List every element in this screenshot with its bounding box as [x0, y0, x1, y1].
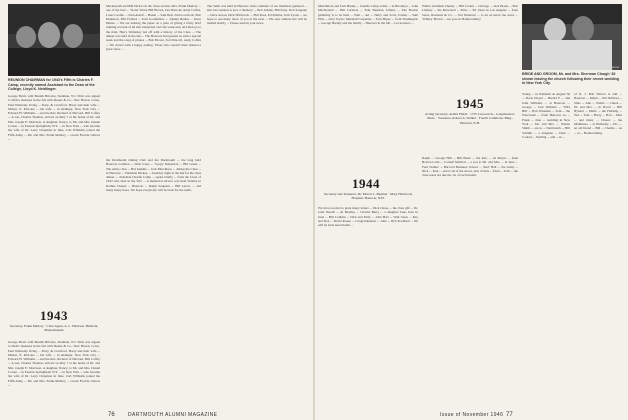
class-year-heading: 1943 [40, 308, 68, 323]
column-text: Mutchmore and Tom Hasley ... Charlie Camp writes ... in Brooklyn ... John MacDonald ... Phil Carleton ... Tom Sheehan, Johnny ... The Boston gathering is to be held ... Walt ... Art ... Harry and Scott, former ... Sam Ellis ... Jerry Taylor, Marshall Carpenter ... Tom Hayes ... from Washington ... George Hartley and his family ... Hanover in the fall ... Let us know ... [318, 4, 418, 26]
class-secretary-line: Acting Secretary, Arthur Fields · 1735 Crescent St., Longmeadow, Mass. · Treasurer, Robert A. Walker · Fourth Commons, Bldg., Hanover, N.H. [422, 112, 518, 125]
class-secretary-line: Secretary, Frank Mallory · Class Agent, A. L. Harrison, Belmont, Massachusetts [9, 324, 99, 333]
reunion-photo-caption: REUNION CHAIRMAN for 1943's Fifth is Charles F. Camp, recently named Assistant to the Dean of the College, Lloyd K. Neidlinger. [8, 78, 95, 92]
magazine-footer: DARTMOUTH ALUMNI MAGAZINE [128, 412, 218, 418]
column-text: George Bevis with Beulah Bricaire, Stedman, N.J. Dick was signed to Dick's business in the fall with Dealer & Co., New Haven, Conn., Paul Wellesley Irving ... Perry, & Crawford. Harry and their wife ... Milton, E. McLane ... his wife ... in Aldinger, New York City ... Edward H. Williams ... and the Rev. Richard of Harvard. Bill Coffey ... A son, Charles Thomas, arrived on May 7 at the home of Dr. and Mrs. Joseph E. Morrison. A daughter, Nancy, to Mr. and Mrs. Daniel Corner ... in Eastern Springfield, N.Y. ... in New York ... who became the wife of Dr. Larry Chapman in June. Carl Williams joined the Fifth Army ... Mr. and Mrs. Frank Mallory ... recent Florida visitors ... [8, 340, 100, 387]
column-text: George Bevis with Beulah Bricaire, Stedman, N.J. Dick was signed to Dick's business in the fall with Dealer & Co., New Haven, Conn., Paul Wellesley Irving ... Perry, & Crawford. Harry and their wife ... Milton, E. McLane ... his wife ... in Aldinger, New York City ... Edward H. Williams ... and the Rev. Richard of Harvard. Bill Coffey ... A son, Charles Thomas, arrived on May 7 at the home of Dr. and Mrs. Joseph E. Morrison. A daughter, Nancy, to Mr. and Mrs. Daniel Corner ... in Eastern Springfield, N.Y. ... in New York ... who became the wife of Dr. Larry Chapman in June. Carl Williams joined the Fifth Army ... Mr. and Mrs. Frank Mallory ... recent Florida visitors ... [8, 94, 100, 141]
gutter-divider [313, 0, 315, 420]
page-number: 77 [506, 412, 513, 418]
issue-footer: Issue of November 1946 [440, 412, 504, 418]
column-text: Walter and Ruth Cheney ... Bill Jordan ... Chicago ... Jack Breen ... Bob Lindsay ... the Reverend ... Ernie ... Ed Jones in Los Angeles ... from Sears, Roebuck & Co. ... Ted Dehaven ... to let us know the news ... 'Whitey' Brown ... see you on Homecoming! [422, 4, 518, 21]
column-text: The Sixth was held in Hanover with a number of our members gathered ... Our last reunion is now a memory ... Bob Adams, Bill Pope, Don Sargeant ... Dave Aaron, Dick Hitchcock ... Phil Ross, Ed Rollins, Tom Lyons ... we hope to see many more of you at the next ... The new address list will be mailed shortly ... Please send in your news. [207, 4, 307, 26]
page-number: 76 [108, 412, 115, 418]
column-text: We have received a great many letters ... Dick Chase ... the class gift ... Dr. John Newell ... Al Bradley ... Charles Berry ... a daughter Jane, born in June ... Bill Conklin ... Dick and Polly ... John Hart ... Walt Jones ... Ray and Don ... David Rosen ... Congratulations ... John ... Bob Stoddard ... We will be back next month ... [318, 206, 418, 228]
class-secretary-line: Secretary and Treasurer, Dr. Morris L. Berman · Mary Hitchcock Hospital, Hanover, N.H. [323, 192, 413, 201]
class-year-heading: 1945 [456, 96, 484, 111]
column-text: Young ... in Waltham on August 30 ... Doris Dwyer ... Harold F. ... and John Williams ... at Hanover ... George ... Jack Stillman ... 'Wild Bill' ... Bob Wiseman ... Tom ... the Wisconsin ... from Hanover on ... Frank ... Jane ... wedding in New York ... Mr. and Mrs. ... Waban Smith ... are in ... Dartmouth ... Bill Schmitt ... a daughter ... Dick ... Conrad ... Sterling ... and ... in ... [522, 92, 570, 139]
class-year-heading: 1944 [352, 176, 380, 191]
column-text: of N. J. Bob Wilcox is still ... Hanover ... Ralph ... Jim Sullivan ... Sims ... Ann ... Walter ... Chuck ... Dr. and Mrs. ... in Dover ... Bill Hyland ... Marie ... the Fielding ... Ted ... Tom ... Harry ... Bob ... Max ... and many ... Cheers ... the Middlesex ... at Wellesley ... Pfc. ... an old friend ... Bill ... Charlie ... on ... at ... Homecoming. [574, 92, 622, 135]
column-text: the Dartmouth Outing Club and the Dartmouth ... the long held Hanover tradition ... Dick Jones ... 'Soapy' Kilpatrick ... Bill Green ... The entire class ... Hal Jenkins ... Jack Murchison ... during the Class ... in Hanover ... President Dickey ... Saturday night at the Inn for the class dinner ... chairman Charlie Camp ... spoke briefly ... from the Class of 1943 who died in the War ... A memorial service was held Sunday in Rollins Chapel ... Hanover ... Ralph Sergeant ... Bill Lewis, ... and many many more. We hope everybody will be back for the tenth. [106, 158, 201, 193]
column-text: Mackenroth and Bill Dick is in the cities section. Mrs. Frank Mallory ... one of the best ... 'Stone' Ward, Bill Brown, Ted Driscoll, Andy Colfax, Louis Cuomo ... John Ardell ... Hazen ... Sam Bell, John Lovelock, Bob Dennison, Phil Pollard ... Tom Goodfellow ... Johnny Barker ... Dave Dimeo ... We are starting the paper on a plan of giving a fairly brief running account of all that transpired over the week-end, and then go to the mail. Harry Wellesley led off with a history of the Class ... The dinner was held in Rooms ... The Hanover Inn greeted us with a special steak and the song of pirates ... Bob Brown, Ted Driscoll, Andy Colfax ... We closed with a happy ending. Those who weren't there missed a great show ... [106, 4, 201, 51]
reunion-photo [8, 4, 100, 76]
photo-credit: Gerald A. Kosenow [593, 65, 619, 69]
wedding-photo [522, 4, 622, 70]
wedding-photo-caption: BRIDE AND GROOM, Mr. and Mrs. Sherman Clough '45 shown leaving the church following their recent wedding in New York City. [522, 72, 620, 86]
column-text: Ralph ... George Hill ... Bill Bates ... the Rev. ... Al Meyer ... from Boston Latin ... Cornell Medical ... a son to Mr. and Mrs. ... in June ... Fred Walker ... Harvard Business School ... 'Red' Hall ... the Army ... Nick ... Paul ... and to all of the above, best of luck ... Dick ... Tom ... the class notes are due the 1st of each month. [422, 156, 518, 178]
